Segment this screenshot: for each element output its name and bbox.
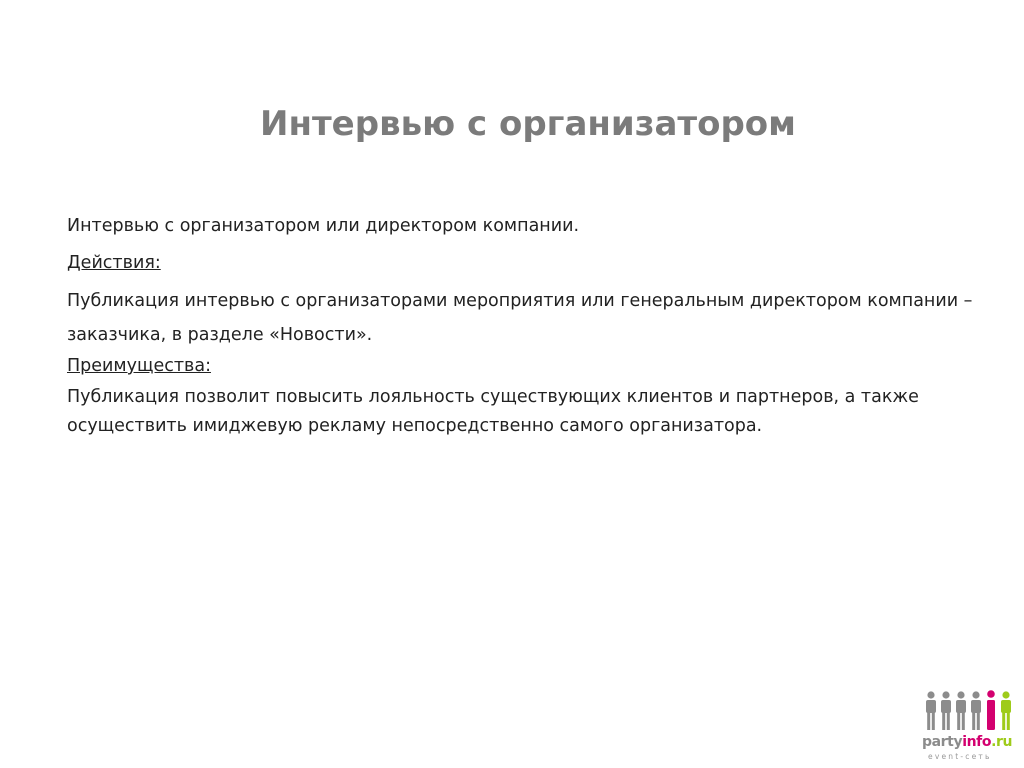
logo-wordmark	[922, 734, 1012, 750]
logo-word-ru: .ru	[991, 734, 1013, 750]
logo-tagline: event-сеть	[928, 752, 992, 761]
actions-heading: Действия:	[67, 253, 161, 273]
partyinfo-logo	[920, 690, 1020, 762]
actions-text: Публикация интервью с организаторами мероприятия или генеральным директором компании – заказчика, в разделе «Новости».	[67, 291, 973, 345]
slide-body	[67, 212, 987, 441]
logo-word-party: party	[922, 734, 963, 750]
intro-text: Интервью с организатором или директором компании.	[67, 216, 580, 236]
advantages-text: Публикация позволит повысить лояльность существующих клиентов и партнеров, а также осуществить имиджевую рекламу непосредственно самого организатора.	[67, 387, 919, 436]
slide-title: Интервью с организатором	[260, 104, 796, 144]
logo-word-info: info	[962, 734, 992, 750]
people-figures-icon	[925, 690, 1020, 734]
advantages-heading: Преимущества:	[67, 356, 211, 376]
